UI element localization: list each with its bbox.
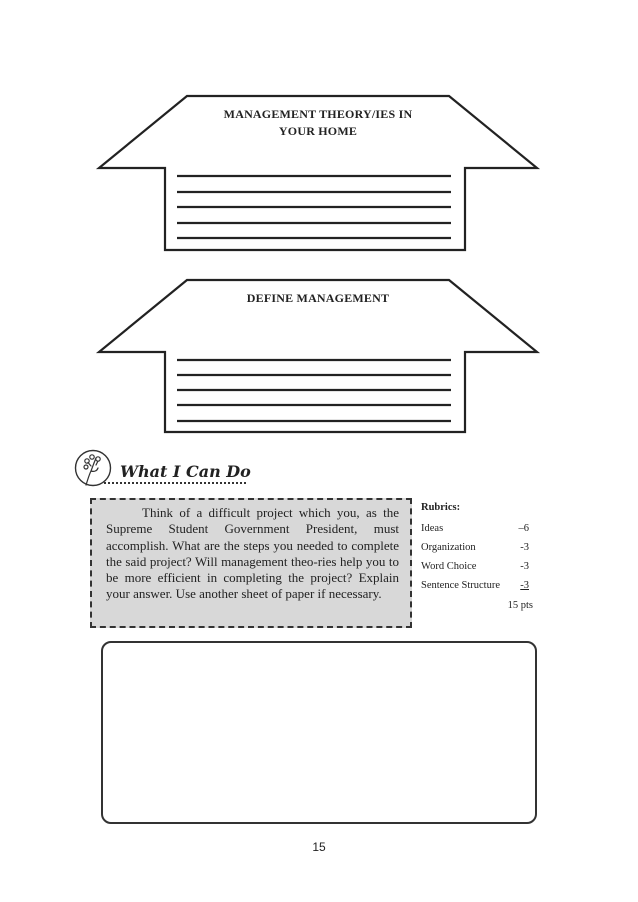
rubric-points: –6	[518, 523, 529, 534]
task-instructions: Think of a difficult project which you, as the Supreme Student Government President, must accomplish. What are the steps you needed to complete the said project? Will management theo-ries help you to be more efficient in completing the project? Explain your answer. Use another sheet of paper if necessary.	[106, 505, 399, 602]
rubric-points: -3	[520, 580, 529, 591]
rubric-row-ideas	[421, 523, 533, 534]
rubric-row-organization	[421, 542, 533, 553]
rubric-label: Word Choice	[421, 561, 477, 572]
answer-box[interactable]	[101, 641, 537, 824]
section-title: What I Can Do	[120, 462, 251, 481]
arrow-box-1-title-line2: YOUR HOME	[278, 124, 358, 138]
rubric-label: Organization	[421, 542, 476, 553]
rubric-points: -3	[520, 542, 529, 553]
rubric-total: 15 pts	[507, 600, 533, 611]
arrow-box-2-title-line1: DEFINE MANAGEMENT	[246, 291, 390, 305]
arrow-box-2-title	[168, 290, 468, 307]
arrow-box-1-title	[168, 106, 468, 140]
page-number: 15	[312, 840, 326, 854]
arrow-box-1-title-line1: MANAGEMENT THEORY/IES IN	[223, 107, 413, 121]
rubric-row-sentence-structure	[421, 580, 533, 591]
rubric-label: Sentence Structure	[421, 580, 501, 591]
rubric-label: Ideas	[421, 523, 444, 534]
rubrics-title: Rubrics:	[421, 502, 461, 513]
rubric-points: -3	[520, 561, 529, 572]
section-title-underline	[104, 482, 246, 484]
rubric-row-word-choice	[421, 561, 533, 572]
